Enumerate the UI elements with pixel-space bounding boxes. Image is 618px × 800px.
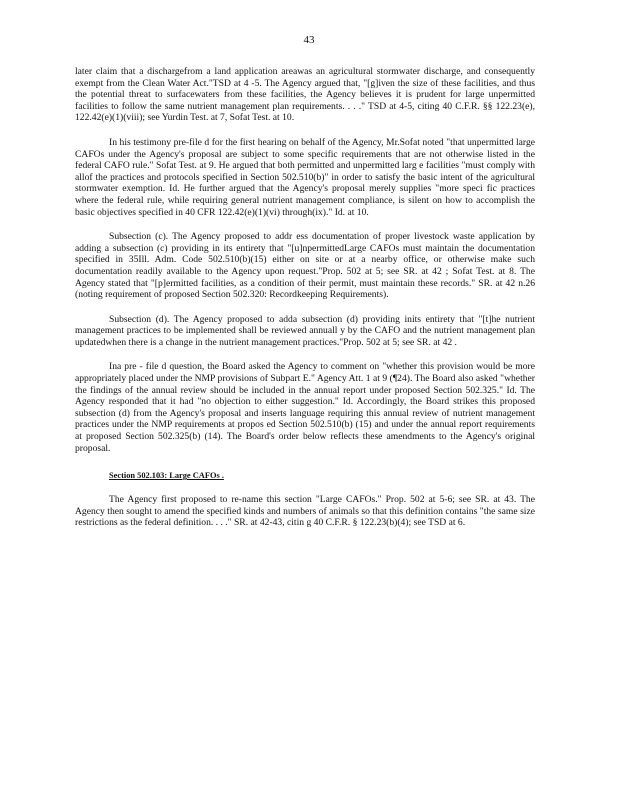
paragraph-subsection-c: Subsection (c). The Agency proposed to addr ess documentation of proper livestock waste application by adding a subsection (c) providing in its entirety that "[u]npermittedLarge CAFOs must maintain the documentation specified in 35Ill. Adm. Code 502.510(b)(15) either on site or at a nearby office, or otherwise make such documentation readily available to the Agency upon request."Prop. 502 at 5; see SR. at 42 ; Sofat Test. at 8. The Agency stated that "[p]ermitted facilities, as a condition of their permit, must maintain these records." SR. at 42 n.26 (noting requirement of proposed Section 502.320: Recordkeeping Requirements). xyxy=(75,231,535,301)
paragraph-sofat-testimony: In his testimony pre-file d for the first hearing on behalf of the Agency, Mr.Sofat noted "that unpermitted large CAFOs under the Agency's proposal are subject to some specific requirements that are not otherwise listed in the federal CAFO rule." Sofat Test. at 9. He argued that both permitted and unpermitted larg e facilities "must comply with allof the practices and protocols specified in Section 502.510(b)" in order to satisfy the basic intent of the agricultural stormwater exemption. Id. He further argued that the Agency's proposal merely supplies "more speci fic practices where the federal rule, while requiring general nutrient management compliance, is silent on how to accomplish the basic objectives specified in 40 CFR 122.42(e)(1)(vi) through(ix)." Id. at 10. xyxy=(75,136,535,218)
paragraph-large-cafos: The Agency first proposed to re-name this section "Large CAFOs." Prop. 502 at 5-6; see SR. at 43. The Agency then sought to amend the specified kinds and numbers of animals so that this definition contains "the same size restrictions as the federal definition. . . ." SR. at 42-43, citin g 40 C.F.R. § 122.23(b)(4); see TSD at 6. xyxy=(75,494,535,529)
paragraph-continuation: later claim that a dischargefrom a land application areawas an agricultural stormwater discharge, and consequently exempt from the Clean Water Act."TSD at 4 -5. The Agency argued that, "[g]iven the size of these facilities, and thus the potential threat to surfacewaters from these facilities, the Agency believes it is prudent for large unpermitted facilities to follow the same nutrient management plan requirements. . . ." TSD at 4-5, citing 40 C.F.R. §§ 122.23(e), 122.42(e)(1)(viii); see Yurdin Test. at 7, Sofat Test. at 10. xyxy=(75,66,535,124)
document-body xyxy=(75,66,535,529)
section-heading-text: Section 502.103: Large CAFOs . xyxy=(109,471,224,481)
page-number: 43 xyxy=(303,34,315,46)
paragraph-board-question: Ina pre - file d question, the Board asked the Agency to comment on "whether this provision would be more appropriately placed under the NMP provisions of Subpart E." Agency Att. 1 at 9 (¶24). The Board also asked "whether the findings of the annual review should be included in the annual report under proposed Section 502.325." Id. The Agency responded that it had "no objection to either suggestion." Id. Accordingly, the Board strikes this proposed subsection (d) from the Agency's proposal and inserts language requiring this annual review of nutrient management practices under the NMP requirements at propos ed Section 502.510(b) (15) and under the annual report requirements at proposed Section 502.325(b) (14). The Board's order below reflects these amendments to the Agency's original proposal. xyxy=(75,361,535,454)
section-heading xyxy=(75,470,535,481)
paragraph-subsection-d: Subsection (d). The Agency proposed to adda subsection (d) providing inits entirety that "[t]he nutrient management practices to be implemented shall be reviewed annuall y by the CAFO and the nutrient management plan updatedwhen there is a change in the nutrient management practices."Prop. 502 at 5; see SR. at 42 . xyxy=(75,313,535,348)
